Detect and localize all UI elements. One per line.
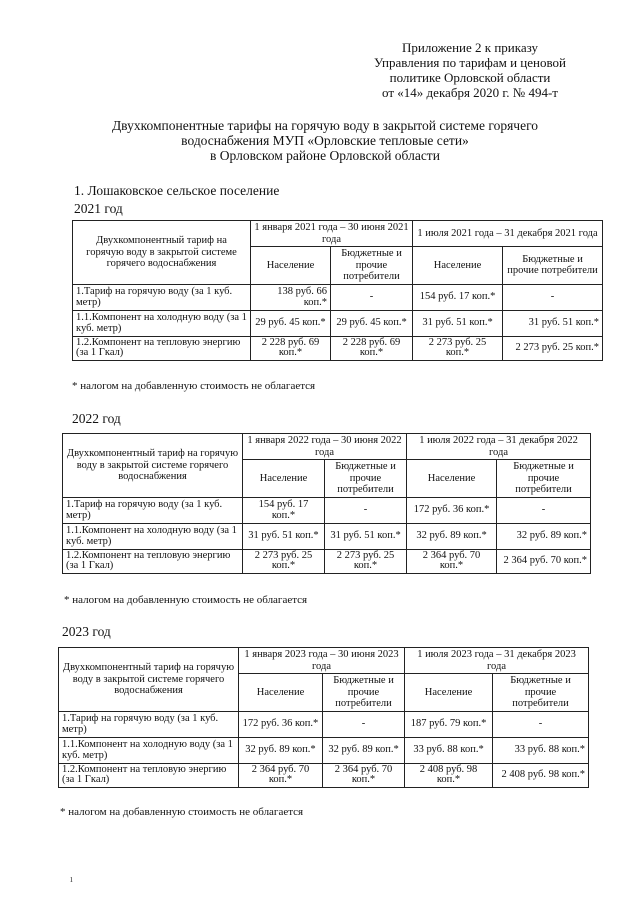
appendix-line-1: Приложение 2 к приказу bbox=[401, 40, 538, 55]
appendix-line-3: политике Орловской области bbox=[389, 70, 551, 85]
value-cell: 138 руб. 66 коп.* bbox=[251, 284, 331, 310]
value-cell: 2 364 руб. 70 коп.* bbox=[323, 763, 405, 787]
value-cell: 2 364 руб. 70 коп.* bbox=[497, 549, 591, 573]
row-label-tariff: 1.Тариф на горячую воду (за 1 куб. метр) bbox=[63, 497, 243, 523]
value-cell: - bbox=[493, 711, 589, 737]
table-header-row bbox=[63, 434, 591, 460]
value-cell: 2 364 руб. 70 коп.* bbox=[239, 763, 323, 787]
budget-header: Бюджетные и прочие потребители bbox=[493, 674, 589, 712]
population-header: Население bbox=[405, 674, 493, 712]
vat-footnote: * налогом на добавленную стоимость не облагается bbox=[72, 380, 316, 392]
table-row bbox=[59, 711, 589, 737]
value-cell: 172 руб. 36 коп.* bbox=[407, 497, 497, 523]
period-1-header: 1 января 2021 года – 30 июня 2021 года bbox=[251, 221, 413, 247]
tariff-header-cell: Двухкомпонентный тариф на горячую воду в закрытой системе горячего водоснабжения bbox=[63, 434, 243, 498]
budget-header: Бюджетные и прочие потребители bbox=[503, 247, 603, 285]
table-row bbox=[63, 523, 591, 549]
value-cell: 2 273 руб. 25 коп.* bbox=[413, 336, 503, 360]
value-cell: 32 руб. 89 коп.* bbox=[239, 737, 323, 763]
row-label-tariff: 1.Тариф на горячую воду (за 1 куб. метр) bbox=[59, 711, 239, 737]
title-line-1: Двухкомпонентные тарифы на горячую воду в закрытой системе горячего bbox=[111, 118, 539, 133]
value-cell: 2 273 руб. 25 коп.* bbox=[243, 549, 325, 573]
value-cell: 33 руб. 88 коп.* bbox=[405, 737, 493, 763]
table-row bbox=[59, 763, 589, 787]
appendix-line-2: Управления по тарифам и ценовой bbox=[374, 55, 566, 70]
tariff-table-2021 bbox=[72, 220, 603, 361]
year-heading-2023: 2023 год bbox=[62, 624, 111, 639]
row-label-heat: 1.2.Компонент на тепловую энергию (за 1 Гкал) bbox=[63, 549, 243, 573]
row-label-cold: 1.1.Компонент на холодную воду (за 1 куб. метр) bbox=[59, 737, 239, 763]
section-heading: 1. Лошаковское сельское поселение bbox=[74, 183, 280, 198]
table-header-row bbox=[73, 221, 603, 247]
value-cell: - bbox=[325, 497, 407, 523]
budget-header: Бюджетные и прочие потребители bbox=[323, 674, 405, 712]
row-label-heat: 1.2.Компонент на тепловую энергию (за 1 Гкал) bbox=[73, 336, 251, 360]
value-cell: - bbox=[323, 711, 405, 737]
row-label-cold: 1.1.Компонент на холодную воду (за 1 куб. метр) bbox=[73, 310, 251, 336]
tariff-table-2023 bbox=[58, 647, 589, 788]
appendix-line-4: от «14» декабря 2020 г. № 494-т bbox=[382, 85, 558, 100]
value-cell: 154 руб. 17 коп.* bbox=[413, 284, 503, 310]
row-label-cold: 1.1.Компонент на холодную воду (за 1 куб. метр) bbox=[63, 523, 243, 549]
value-cell: - bbox=[497, 497, 591, 523]
vat-footnote: * налогом на добавленную стоимость не облагается bbox=[64, 594, 308, 606]
period-1-header: 1 января 2022 года – 30 июня 2022 года bbox=[243, 434, 407, 460]
value-cell: 2 364 руб. 70 коп.* bbox=[407, 549, 497, 573]
table-row bbox=[73, 336, 603, 360]
value-cell: 2 408 руб. 98 коп.* bbox=[405, 763, 493, 787]
period-2-header: 1 июля 2022 года – 31 декабря 2022 года bbox=[407, 434, 591, 460]
table-row bbox=[73, 310, 603, 336]
tariff-table-2022 bbox=[62, 433, 591, 574]
table-header-row bbox=[59, 648, 589, 674]
value-cell: - bbox=[503, 284, 603, 310]
document-title bbox=[60, 118, 590, 163]
tariff-header-cell: Двухкомпонентный тариф на горячую воду в закрытой системе горячего водоснабжения bbox=[73, 221, 251, 285]
value-cell: 172 руб. 36 коп.* bbox=[239, 711, 323, 737]
year-heading-2022: 2022 год bbox=[72, 411, 121, 426]
value-cell: 2 408 руб. 98 коп.* bbox=[493, 763, 589, 787]
table-row bbox=[59, 737, 589, 763]
budget-header: Бюджетные и прочие потребители bbox=[497, 460, 591, 498]
row-label-heat: 1.2.Компонент на тепловую энергию (за 1 Гкал) bbox=[59, 763, 239, 787]
value-cell: 31 руб. 51 коп.* bbox=[243, 523, 325, 549]
title-line-3: в Орловском районе Орловской области bbox=[210, 148, 440, 163]
value-cell: 32 руб. 89 коп.* bbox=[407, 523, 497, 549]
value-cell: 154 руб. 17 коп.* bbox=[243, 497, 325, 523]
value-cell: 31 руб. 51 коп.* bbox=[325, 523, 407, 549]
value-cell: 2 273 руб. 25 коп.* bbox=[503, 336, 603, 360]
value-cell: 29 руб. 45 коп.* bbox=[331, 310, 413, 336]
title-line-2: водоснабжения МУП «Орловские тепловые сети» bbox=[181, 133, 469, 148]
year-heading-2021: 2021 год bbox=[74, 201, 123, 216]
budget-header: Бюджетные и прочие потребители bbox=[325, 460, 407, 498]
vat-footnote: * налогом на добавленную стоимость не облагается bbox=[60, 806, 304, 818]
population-header: Население bbox=[407, 460, 497, 498]
value-cell: - bbox=[331, 284, 413, 310]
population-header: Население bbox=[413, 247, 503, 285]
value-cell: 32 руб. 89 коп.* bbox=[323, 737, 405, 763]
period-2-header: 1 июля 2023 года – 31 декабря 2023 года bbox=[405, 648, 589, 674]
scan-mark: ı bbox=[70, 874, 73, 885]
table-row bbox=[73, 284, 603, 310]
value-cell: 2 228 руб. 69 коп.* bbox=[251, 336, 331, 360]
value-cell: 33 руб. 88 коп.* bbox=[493, 737, 589, 763]
value-cell: 32 руб. 89 коп.* bbox=[497, 523, 591, 549]
table-row bbox=[63, 549, 591, 573]
tariff-header-cell: Двухкомпонентный тариф на горячую воду в закрытой системе горячего водоснабжения bbox=[59, 648, 239, 712]
value-cell: 29 руб. 45 коп.* bbox=[251, 310, 331, 336]
period-1-header: 1 января 2023 года – 30 июня 2023 года bbox=[239, 648, 405, 674]
value-cell: 187 руб. 79 коп.* bbox=[405, 711, 493, 737]
value-cell: 2 273 руб. 25 коп.* bbox=[325, 549, 407, 573]
population-header: Население bbox=[243, 460, 325, 498]
population-header: Население bbox=[239, 674, 323, 712]
budget-header: Бюджетные и прочие потребители bbox=[331, 247, 413, 285]
table-row bbox=[63, 497, 591, 523]
value-cell: 31 руб. 51 коп.* bbox=[503, 310, 603, 336]
population-header: Население bbox=[251, 247, 331, 285]
value-cell: 31 руб. 51 коп.* bbox=[413, 310, 503, 336]
period-2-header: 1 июля 2021 года – 31 декабря 2021 года bbox=[413, 221, 603, 247]
order-appendix-header bbox=[330, 40, 610, 100]
row-label-tariff: 1.Тариф на горячую воду (за 1 куб. метр) bbox=[73, 284, 251, 310]
value-cell: 2 228 руб. 69 коп.* bbox=[331, 336, 413, 360]
